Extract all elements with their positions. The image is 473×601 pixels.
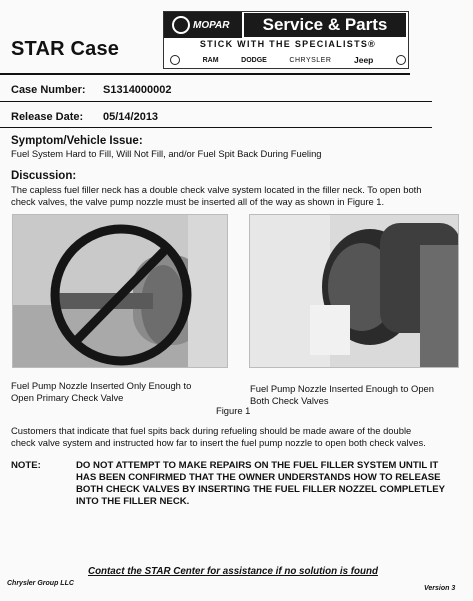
nozzle-full-insert-image (250, 215, 459, 368)
note-line-1: DO NOT ATTEMPT TO MAKE REPAIRS ON THE FUEL FILLER SYSTEM UNTIL IT (76, 460, 439, 471)
right-caption-line-1: Fuel Pump Nozzle Inserted Enough to Open (250, 383, 434, 394)
figure-right-photo (249, 214, 459, 368)
mopar-m-icon (172, 16, 190, 34)
page-title: STAR Case (11, 38, 120, 60)
release-date-value: 05/14/2013 (103, 111, 159, 123)
brand-chrysler: CHRYSLER (289, 56, 332, 64)
note-line-4: INTO THE FILLER NECK. (76, 496, 190, 507)
ram-logo-icon (170, 55, 180, 65)
brand-logos-row (170, 54, 406, 66)
note-label: NOTE: (11, 460, 41, 471)
release-date-rule (0, 127, 432, 128)
discussion-heading: Discussion: (11, 170, 77, 182)
left-caption-line-2: Open Primary Check Valve (11, 392, 124, 403)
discussion-line-1: The capless fuel filler neck has a double check valve system located in the filler neck. To open both (11, 184, 422, 195)
figure-left-photo (12, 214, 228, 368)
right-caption-line-2: Both Check Valves (250, 395, 329, 406)
release-date-label: Release Date: (11, 111, 84, 123)
left-caption-line-1: Fuel Pump Nozzle Inserted Only Enough to (11, 380, 192, 391)
note-line-3: BOTH CHECK VALVES BY INSERTING THE FUEL FILLER NOZZEL COMPLETLEY (76, 484, 446, 495)
fiat-logo-icon (396, 55, 406, 65)
header-divider (0, 73, 410, 75)
case-number-value: S1314000002 (103, 84, 172, 96)
discussion-line-2: check valves, the valve pump nozzle must be inserted all of the way as shown in Figure 1. (11, 196, 385, 207)
symptom-text: Fuel System Hard to Fill, Will Not Fill, and/or Fuel Spit Back During Fueling (11, 148, 322, 159)
case-number-label: Case Number: (11, 84, 86, 96)
footer-company: Chrysler Group LLC (7, 580, 74, 587)
service-parts-title: Service & Parts (244, 13, 406, 37)
mopar-service-parts-badge (163, 11, 409, 69)
brand-ram: RAM (202, 56, 219, 64)
symptom-heading: Symptom/Vehicle Issue: (11, 135, 143, 147)
customers-line-1: Customers that indicate that fuel spits back during refueling should be made aware of the double (11, 425, 412, 436)
contact-star-center: Contact the STAR Center for assistance if no solution is found (88, 566, 378, 577)
brand-dodge: DODGE (241, 56, 267, 64)
case-number-rule (0, 101, 432, 102)
brand-jeep: Jeep (354, 55, 374, 65)
mopar-logo-word: MOPAR (193, 20, 230, 31)
figure-label: Figure 1 (216, 405, 251, 416)
footer-version: Version 3 (424, 585, 456, 592)
badge-tagline: STICK WITH THE SPECIALISTS® (199, 39, 377, 49)
note-line-2: HAS BEEN CONFIRMED THAT THE OWNER UNDERSTANDS HOW TO RELEASE (76, 472, 441, 483)
nozzle-partial-insert-image (13, 215, 228, 368)
mopar-logo-block (164, 12, 242, 38)
customers-line-2: check valve system and instructed how far to insert the fuel pump nozzle to open both check valves. (11, 437, 426, 448)
